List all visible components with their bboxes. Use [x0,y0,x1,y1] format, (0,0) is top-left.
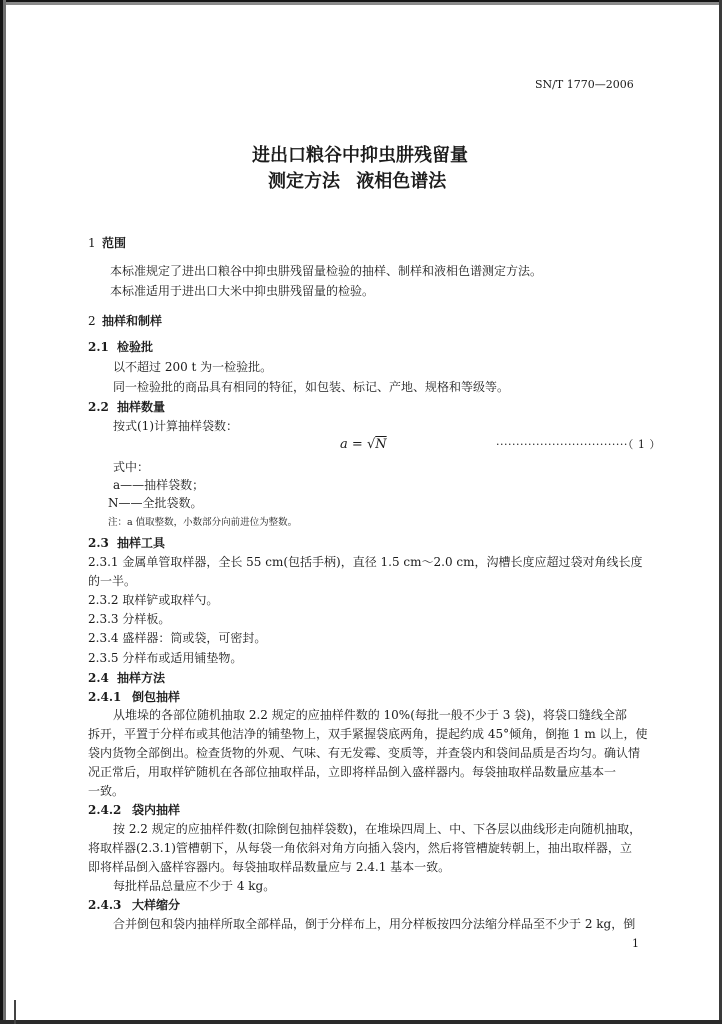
subsection-heading: 抽样方法 [117,671,166,685]
clause: 2.3.3 分样板。 [88,612,171,626]
paragraph: 本标准适用于进出口大米中抑虫肼残留量的检验。 [110,284,375,298]
clause: 2.3.2 取样铲或取样勺。 [88,593,219,607]
paragraph-line: 将取样器(2.3.1)管槽朝下，从每袋一角依斜对角方向插入袋内，然后将管槽旋转朝上，抽出取样器，立 [88,841,632,855]
clause: 2.3.1 金属单管取样器，全长 55 cm(包括手柄)，直径 1.5 cm～2.0 cm，沟槽长度应超过袋对角线长度 [88,555,643,569]
page-number: 1 [632,937,639,950]
section-heading: 范围 [102,236,127,250]
where-label: 式中： [113,460,150,474]
paragraph: 本标准规定了进出口粮谷中抑虫肼残留量检验的抽样、制样和液相色谱测定方法。 [110,264,543,278]
paragraph-line: 每批样品总量应不少于 4 kg。 [113,879,276,893]
paragraph-line: 一致。 [88,784,125,798]
paragraph-line: 即将样品倒入盛样容器内。每袋抽取样品数量应与 2.4.1 基本一致。 [88,860,451,874]
clause-heading: 袋内抽样 [132,803,181,817]
scan-edge-left [0,0,6,1024]
clause-heading: 倒包抽样 [132,690,181,704]
paragraph-line: 袋内货物全部倒出。检查货物的外观、气味、有无发霉、变质等，并查袋内和袋间品质是否均匀。确认情 [88,746,641,760]
paragraph-line: 合并倒包和袋内抽样所取全部样品，倒于分样布上，用分样板按四分法缩分样品至不少于 2 kg，倒 [113,917,636,931]
formula-lhs: a [340,437,348,452]
note: 注：a 值取整数，小数部分向前进位为整数。 [108,517,298,528]
scan-mark [14,1000,16,1024]
section-heading: 抽样和制样 [102,314,163,328]
scan-edge-bottom [0,1020,722,1024]
subsection-heading: 抽样工具 [117,536,166,550]
clause-heading: 大样缩分 [132,898,181,912]
paragraph-line: 从堆垛的各部位随机抽取 2.2 规定的应抽样件数的 10%(每批一般不少于 3 袋)，将袋口缝线全部 [113,708,627,722]
formula-eq: = [351,437,363,452]
subsection-heading: 检验批 [117,340,154,354]
clause-number: 2.4.2 [88,803,122,817]
paragraph: 以不超过 200 t 为一检验批。 [113,360,273,374]
definition: N——全批袋数。 [108,496,203,510]
clause: 2.3.4 盛样器：筒或袋，可密封。 [88,631,267,645]
paragraph-line: 拆开，平置于分样布或其他洁净的铺垫物上，双手紧握袋底两角，提起约成 45°倾角，倒拖 1 m 以上，使 [88,727,648,741]
clause: 2.3.5 分样布或适用铺垫物。 [88,651,243,665]
subsection-number: 2.4 [88,671,109,685]
section-number: 2 [88,314,96,328]
paragraph: 同一检验批的商品具有相同的特征，如包装、标记、产地、规格和等级等。 [113,380,510,394]
subsection-heading: 抽样数量 [117,400,166,414]
page-title-line2: 测定方法 液相色谱法 [268,171,447,192]
page-title-line1: 进出口粮谷中抑虫肼残留量 [252,145,468,166]
paragraph: 按式(1)计算抽样袋数： [113,419,238,433]
standard-number: SN/T 1770—2006 [535,78,634,91]
subsection-number: 2.2 [88,400,109,414]
section-number: 1 [88,236,96,250]
subsection-number: 2.1 [88,340,109,354]
clause-continuation: 的一半。 [88,574,137,588]
clause-number: 2.4.1 [88,690,122,704]
sqrt-symbol: √ [366,437,376,452]
definition: a——抽样袋数； [113,478,205,492]
subsection-number: 2.3 [88,536,109,550]
scan-edge-top [0,0,722,5]
clause-number: 2.4.3 [88,898,122,912]
paragraph-line: 按 2.2 规定的应抽样件数(扣除倒包抽样袋数)，在堆垛四周上、中、下各层以曲线形走向随机抽取， [113,822,642,836]
formula-var: N [375,437,387,452]
formula [340,437,387,453]
paragraph-line: 况正常后，用取样铲随机在各部位抽取样品，立即将样品倒入盛样器内。每袋抽取样品数量应基本一 [88,765,617,779]
equation-number: ·································（ 1 ） [496,438,661,451]
